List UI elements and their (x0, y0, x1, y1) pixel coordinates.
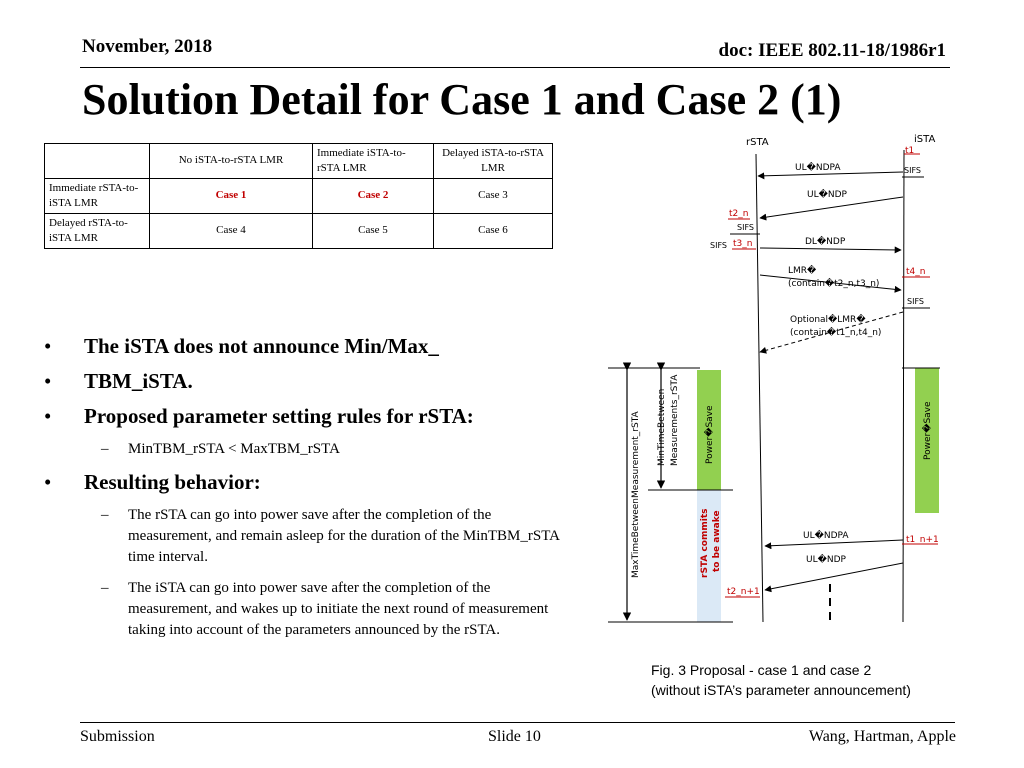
bullet-item: • The iSTA does not announce Min/Max_ (44, 334, 439, 358)
max-tbm-label: MaxTimeBetweenMeasurement_rSTA (631, 411, 641, 578)
caption-line-2: (without iSTA’s parameter announcement) (651, 682, 911, 698)
sifs-label-ista: SIFS (907, 297, 924, 306)
optional-lmr-contain-label: (contain�t1_n,t4_n) (790, 328, 882, 338)
table-row (45, 178, 553, 213)
timing-diagram (600, 128, 1024, 668)
bullet-dot-icon: • (44, 470, 52, 494)
table-cell-case-5: Case 5 (313, 213, 434, 248)
min-tbm-label: MinTimeBetween (657, 388, 667, 466)
rsta-label: rSTA (746, 137, 769, 148)
rsta-lifeline (756, 154, 763, 622)
table-row-label: Immediate rSTA-to-iSTA LMR (45, 178, 150, 213)
table-header-cell: Immediate iSTA-to-rSTA LMR (313, 144, 434, 179)
ul-ndp-arrow-next (765, 563, 903, 590)
ul-ndpa-next-label: UL�NDPA (803, 531, 849, 541)
header-doc-id: doc: IEEE 802.11-18/1986r1 (718, 40, 946, 61)
ul-ndp-arrow (760, 197, 903, 218)
bullet-item: • TBM_iSTA. (44, 369, 193, 393)
table-cell-case-3: Case 3 (434, 178, 553, 213)
t3-n-label: t3_n (733, 239, 753, 249)
t2-n1-label: t2_n+1 (727, 587, 760, 597)
rsta-power-save-label: Power�Save (705, 405, 715, 464)
footer-submission: Submission (80, 728, 155, 745)
meas-rsta-label: Measurements_rSTA (670, 374, 680, 466)
slide-title: Solution Detail for Case 1 and Case 2 (1) (82, 75, 842, 124)
bullet-dot-icon: • (44, 404, 52, 428)
dl-ndp-arrow (760, 248, 901, 250)
table-corner-cell (45, 144, 150, 179)
ul-ndpa-label: UL�NDPA (795, 163, 841, 173)
bullet-list (44, 334, 564, 651)
header-date: November, 2018 (82, 36, 213, 57)
footer-slide-number: Slide 10 (488, 728, 541, 745)
to-be-awake-label: to be awake (712, 510, 722, 572)
dash-icon: – (101, 580, 109, 596)
table-cell-case-1: Case 1 (150, 178, 313, 213)
ista-label: iSTA (914, 134, 936, 145)
lmr-label: LMR� (788, 266, 817, 276)
ista-power-save-label: Power�Save (923, 401, 933, 460)
sub-bullet-item: – MinTBM_rSTA < MaxTBM_rSTA (44, 439, 564, 460)
ul-ndp-next-label: UL�NDP (806, 555, 846, 565)
table-header-cell: No iSTA-to-rSTA LMR (150, 144, 313, 179)
sub-bullet-item: – The iSTA can go into power save after the completion of the measurement, and wakes up to initiate the next round of measurement taking into account of the parameters announced by the rSTA. (101, 580, 549, 638)
bullet-dot-icon: • (44, 334, 52, 358)
bullet-item: • Proposed parameter setting rules for rSTA: (44, 404, 474, 428)
caption-line-1: Fig. 3 Proposal - case 1 and case 2 (651, 662, 872, 678)
figure-caption (651, 660, 911, 700)
t1-label: t1 (905, 146, 915, 156)
dl-ndp-label: DL�NDP (805, 237, 846, 247)
t4-n-label: t4_n (906, 267, 926, 277)
footer-divider (80, 722, 955, 723)
dash-icon: – (101, 507, 109, 523)
bullet-dot-icon: • (44, 369, 52, 393)
sifs-label-rsta: SIFS (737, 223, 754, 232)
table-cell-case-2: Case 2 (313, 178, 434, 213)
case-table (44, 143, 553, 249)
bullet-item: • Resulting behavior: (44, 470, 261, 494)
optional-lmr-label: Optional�LMR� (790, 315, 866, 325)
table-row-label: Delayed rSTA-to-iSTA LMR (45, 213, 150, 248)
sifs-label: SIFS (904, 166, 921, 175)
table-header-cell: Delayed iSTA-to-rSTA LMR (434, 144, 553, 179)
t1-n1-label: t1_n+1 (906, 535, 939, 545)
table-header-row (45, 144, 553, 179)
sub-bullet-item: – The rSTA can go into power save after the completion of the measurement, and remain asleep for the duration of the MinTBM_rSTA time interval. (101, 507, 560, 565)
table-cell-case-4: Case 4 (150, 213, 313, 248)
dash-icon: – (101, 441, 109, 457)
t2-n-label: t2_n (729, 209, 749, 219)
sifs-label-rsta-2: SIFS (710, 241, 727, 250)
table-row (45, 213, 553, 248)
header-divider (80, 67, 950, 68)
rsta-commits-label: rSTA commits (700, 508, 710, 578)
ul-ndp-label: UL�NDP (807, 190, 847, 200)
ista-lifeline (903, 150, 904, 622)
footer-authors: Wang, Hartman, Apple (808, 728, 956, 745)
lmr-contain-label: (contain�t2_n,t3_n) (788, 279, 880, 289)
table-cell-case-6: Case 6 (434, 213, 553, 248)
